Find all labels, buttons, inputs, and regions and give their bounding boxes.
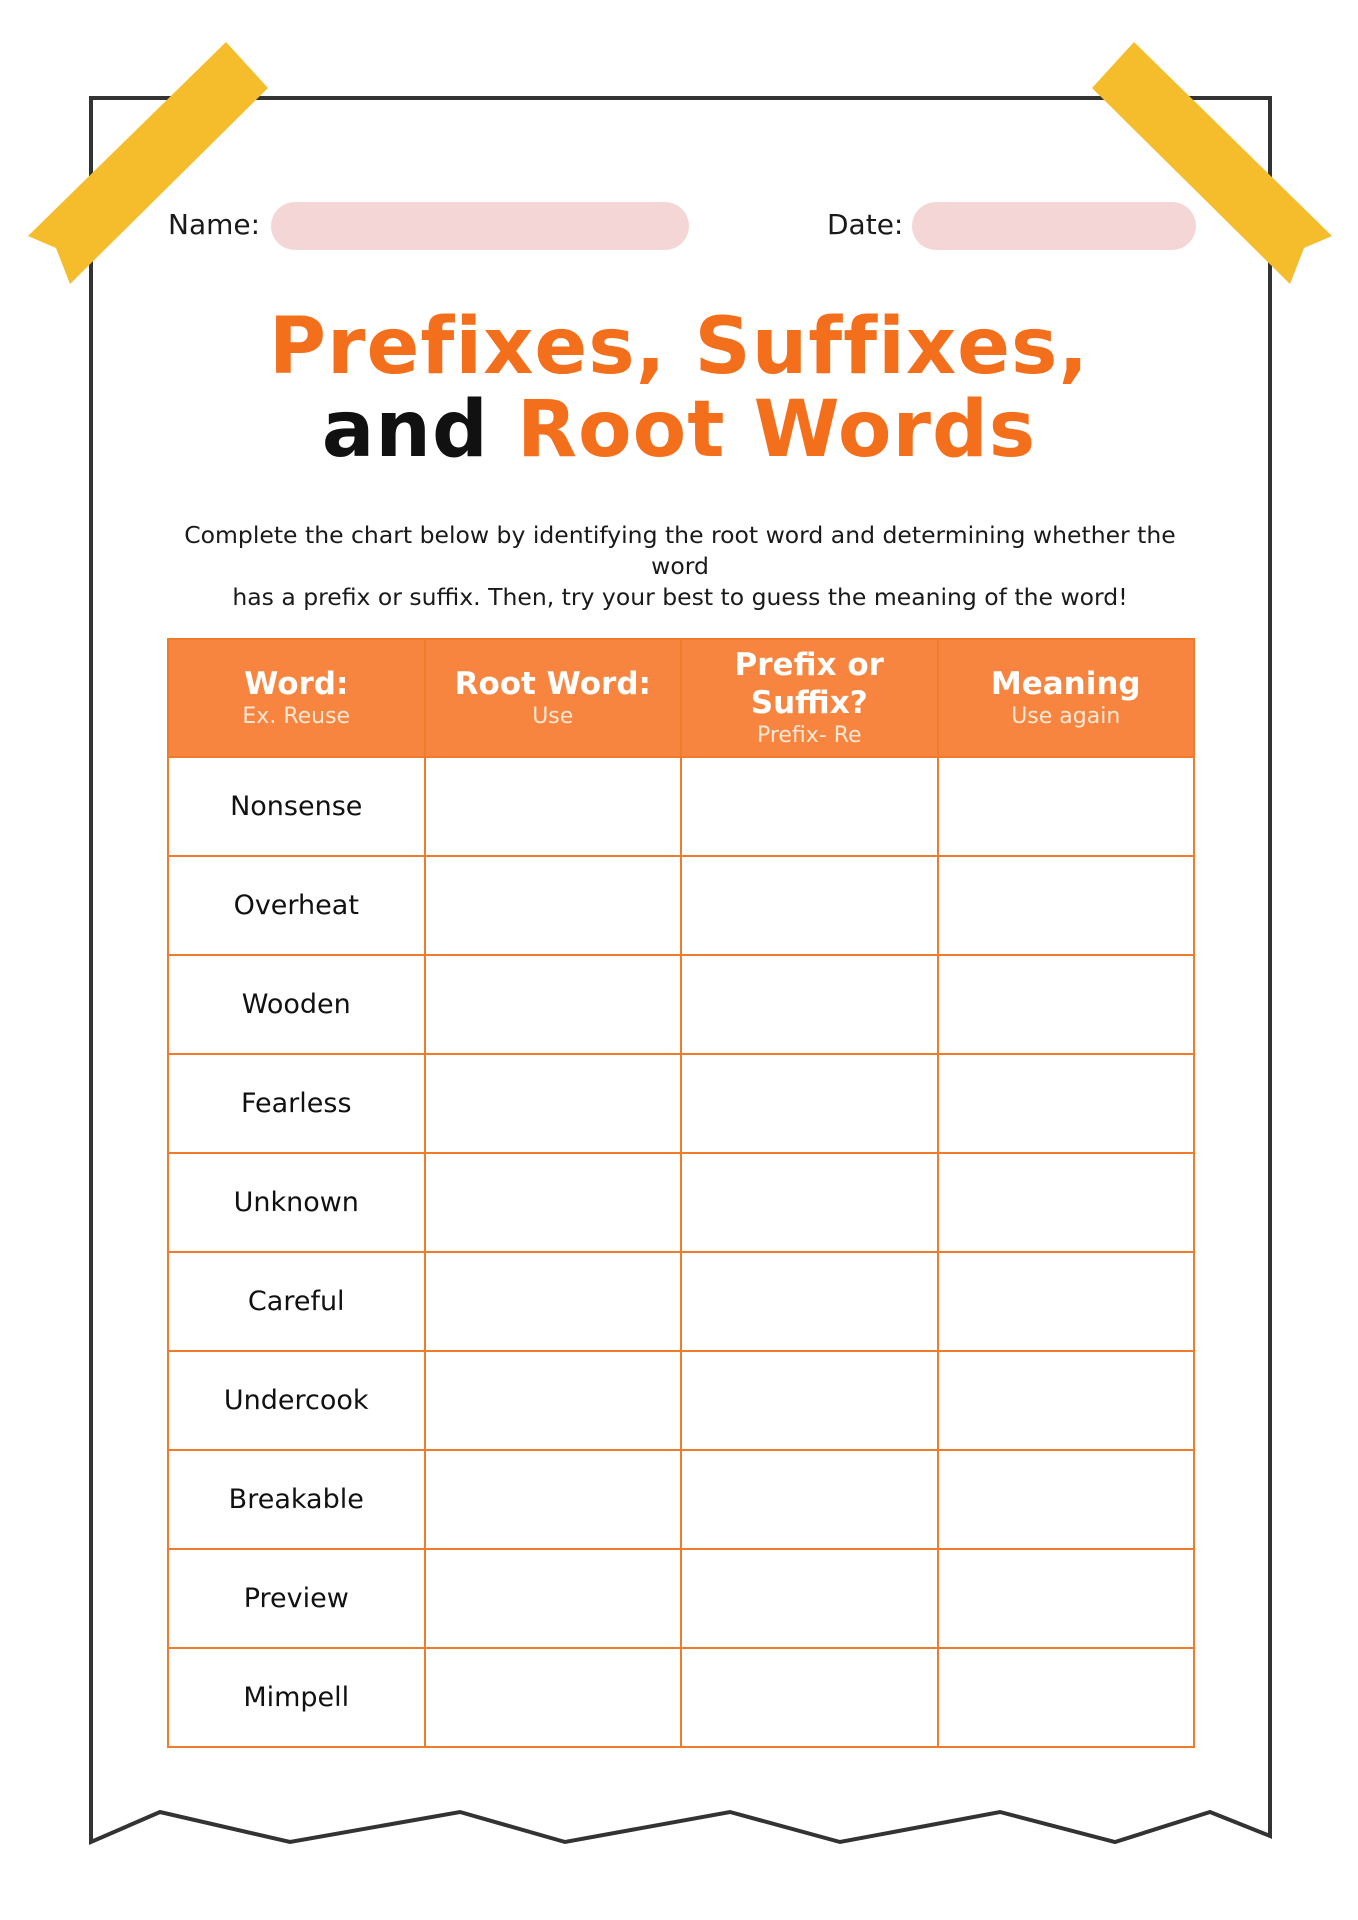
name-field[interactable]: [271, 202, 689, 250]
table-row: [168, 1054, 1194, 1153]
prefix-suffix-cell[interactable]: [681, 1252, 938, 1351]
root-word-cell[interactable]: [425, 955, 682, 1054]
column-example: Prefix- Re: [756, 723, 862, 748]
column-title: Root Word:: [454, 666, 651, 702]
prefix-suffix-cell[interactable]: [681, 955, 938, 1054]
root-word-cell[interactable]: [425, 1549, 682, 1648]
root-word-cell[interactable]: [425, 856, 682, 955]
column-example: Use again: [1011, 704, 1121, 729]
prefix-suffix-cell[interactable]: [681, 1351, 938, 1450]
table-row: [168, 955, 1194, 1054]
word-cell: Undercook: [168, 1351, 425, 1450]
prefix-suffix-cell[interactable]: [681, 1648, 938, 1747]
meaning-cell[interactable]: [938, 1054, 1195, 1153]
word-cell: Breakable: [168, 1450, 425, 1549]
meaning-cell[interactable]: [938, 1153, 1195, 1252]
word-chart: [167, 638, 1195, 1748]
word-cell: Fearless: [168, 1054, 425, 1153]
column-header-root-word: [425, 639, 682, 757]
prefix-suffix-cell[interactable]: [681, 1054, 938, 1153]
instructions-line-2: has a prefix or suffix. Then, try your best to guess the meaning of the word!: [232, 583, 1128, 611]
table-row: [168, 1252, 1194, 1351]
instructions-line-1: Complete the chart below by identifying the root word and determining whether the word: [184, 521, 1176, 580]
column-title: Word:: [244, 666, 349, 702]
word-cell: Unknown: [168, 1153, 425, 1252]
root-word-cell[interactable]: [425, 757, 682, 856]
root-word-cell[interactable]: [425, 1450, 682, 1549]
table-row: [168, 757, 1194, 856]
meaning-cell[interactable]: [938, 1252, 1195, 1351]
table-row: [168, 856, 1194, 955]
root-word-cell[interactable]: [425, 1153, 682, 1252]
title-line-2-black: and: [321, 385, 489, 475]
table-row: [168, 1648, 1194, 1747]
date-label: Date:: [827, 208, 904, 241]
column-header-prefix-suffix: [681, 639, 938, 757]
column-example: Ex. Reuse: [242, 704, 351, 729]
column-header-meaning: [938, 639, 1195, 757]
word-cell: Mimpell: [168, 1648, 425, 1747]
word-cell: Preview: [168, 1549, 425, 1648]
chart-header-row: [168, 639, 1194, 757]
column-title: Meaning: [990, 666, 1141, 702]
word-cell: Nonsense: [168, 757, 425, 856]
meaning-cell[interactable]: [938, 1450, 1195, 1549]
prefix-suffix-cell[interactable]: [681, 757, 938, 856]
meaning-cell[interactable]: [938, 1351, 1195, 1450]
column-header-word: [168, 639, 425, 757]
meaning-cell[interactable]: [938, 1648, 1195, 1747]
word-cell: Careful: [168, 1252, 425, 1351]
name-label: Name:: [168, 208, 261, 241]
word-cell: Wooden: [168, 955, 425, 1054]
word-cell: Overheat: [168, 856, 425, 955]
prefix-suffix-cell[interactable]: [681, 1549, 938, 1648]
meaning-cell[interactable]: [938, 1549, 1195, 1648]
meaning-cell[interactable]: [938, 757, 1195, 856]
table-row: [168, 1450, 1194, 1549]
root-word-cell[interactable]: [425, 1054, 682, 1153]
title-line-1: Prefixes, Suffixes,: [268, 302, 1090, 392]
meaning-cell[interactable]: [938, 955, 1195, 1054]
page-title: [0, 302, 1358, 392]
root-word-cell[interactable]: [425, 1252, 682, 1351]
table-row: [168, 1549, 1194, 1648]
meaning-cell[interactable]: [938, 856, 1195, 955]
table-row: [168, 1153, 1194, 1252]
instructions: [160, 520, 1200, 613]
title-line-2-orange: Root Words: [516, 385, 1037, 475]
prefix-suffix-cell[interactable]: [681, 856, 938, 955]
column-title: Prefix or Suffix?: [734, 647, 884, 721]
date-field[interactable]: [912, 202, 1196, 250]
page-title-line-2: [0, 385, 1358, 475]
prefix-suffix-cell[interactable]: [681, 1153, 938, 1252]
root-word-cell[interactable]: [425, 1351, 682, 1450]
column-example: Use: [532, 704, 574, 729]
root-word-cell[interactable]: [425, 1648, 682, 1747]
table-row: [168, 1351, 1194, 1450]
prefix-suffix-cell[interactable]: [681, 1450, 938, 1549]
